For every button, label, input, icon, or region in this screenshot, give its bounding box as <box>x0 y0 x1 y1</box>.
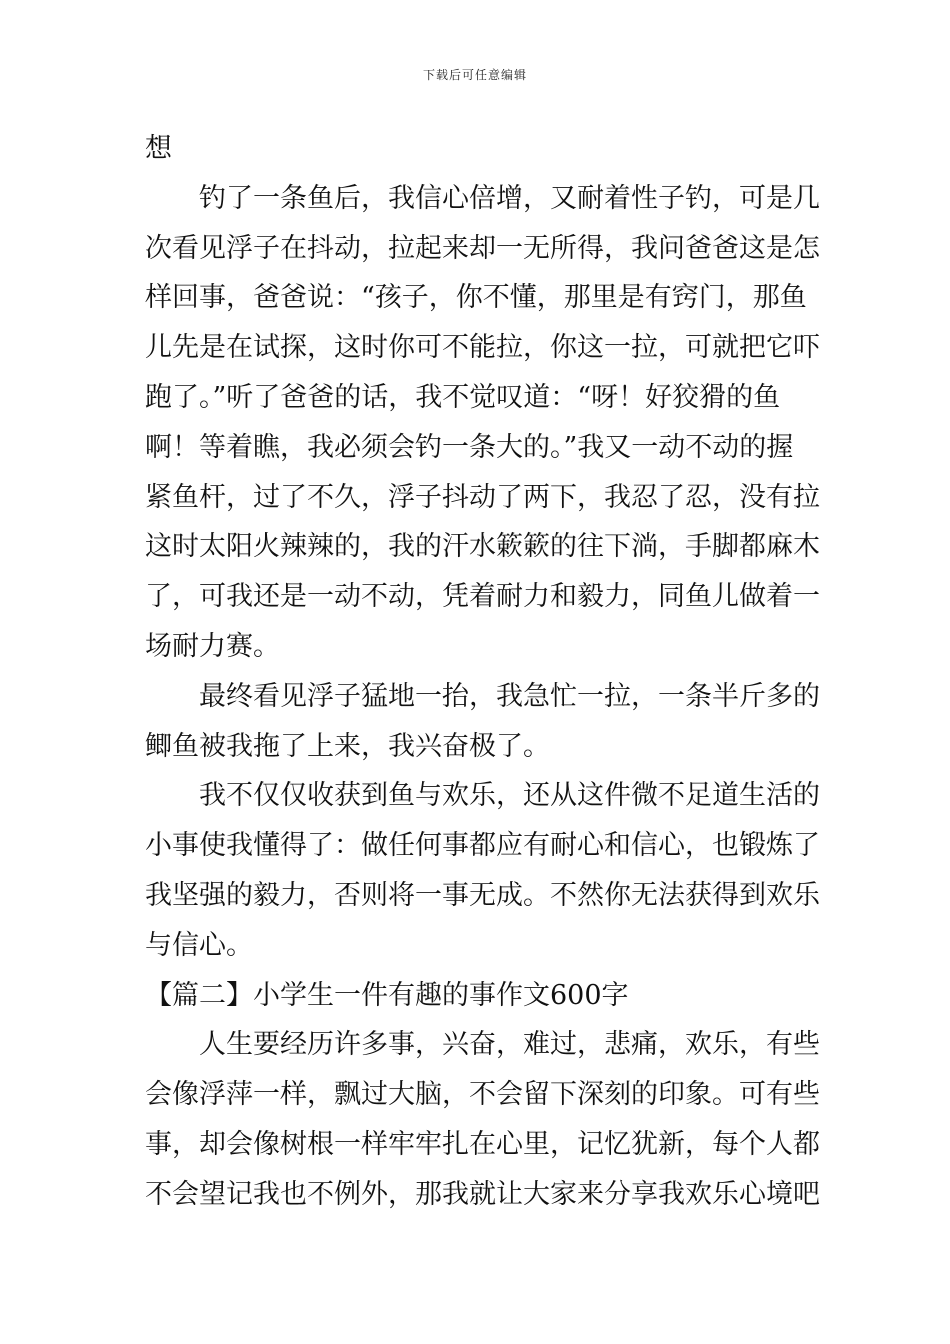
text-line: 想 <box>145 133 172 164</box>
text-line: 与信心。 <box>145 929 253 961</box>
text-line: 我不仅仅收获到鱼与欢乐，还从这件微不足道生活的 <box>145 780 820 812</box>
document-body <box>145 124 820 1220</box>
text-line: 了，可我还是一动不动，凭着耐力和毅力，同鱼儿做着一 <box>145 581 820 613</box>
text-line: 次看见浮子在抖动，拉起来却一无所得，我问爸爸这是怎 <box>145 232 820 264</box>
text-line: 不会望记我也不例外，那我就让大家来分享我欢乐心境吧 <box>145 1178 820 1210</box>
text-line: 场耐力赛。 <box>145 630 280 662</box>
text-line: 样回事，爸爸说：“孩子，你不懂，那里是有窍门，那鱼 <box>145 282 807 314</box>
page-header-note: 下载后可任意编辑 <box>422 68 527 82</box>
text-line: 紧鱼杆，过了不久，浮子抖动了两下，我忍了忍，没有拉 <box>145 481 820 513</box>
text-line: 鲫鱼被我拖了上来，我兴奋极了。 <box>145 730 550 762</box>
text-line: 我坚强的毅力，否则将一事无成。不然你无法获得到欢乐 <box>145 879 820 911</box>
text-line: 钓了一条鱼后，我信心倍增，又耐着性子钓，可是几 <box>145 182 820 214</box>
text-line: 啊！等着瞧，我必须会钓一条大的。”我又一动不动的握 <box>145 431 794 463</box>
text-line: 儿先是在试探，这时你可不能拉，你这一拉，可就把它吓 <box>145 332 820 364</box>
text-line: 跑了。”听了爸爸的话，我不觉叹道：“呀！好狡猾的鱼 <box>145 381 781 413</box>
text-line: 最终看见浮子猛地一抬，我急忙一拉，一条半斤多的 <box>145 680 820 712</box>
text-line: 这时太阳火辣辣的，我的汗水簌簌的往下淌，手脚都麻木 <box>145 531 820 563</box>
text-line: 小事使我懂得了：做任何事都应有耐心和信心，也锻炼了 <box>145 830 820 862</box>
text-line: 会像浮萍一样，飘过大脑，不会留下深刻的印象。可有些 <box>145 1079 820 1111</box>
text-line: 事，却会像树根一样牢牢扎在心里，记忆犹新，每个人都 <box>145 1128 820 1160</box>
section-heading: 【篇二】小学生一件有趣的事作文600字 <box>145 979 629 1011</box>
text-line: 人生要经历许多事，兴奋，难过，悲痛，欢乐，有些 <box>145 1029 820 1061</box>
